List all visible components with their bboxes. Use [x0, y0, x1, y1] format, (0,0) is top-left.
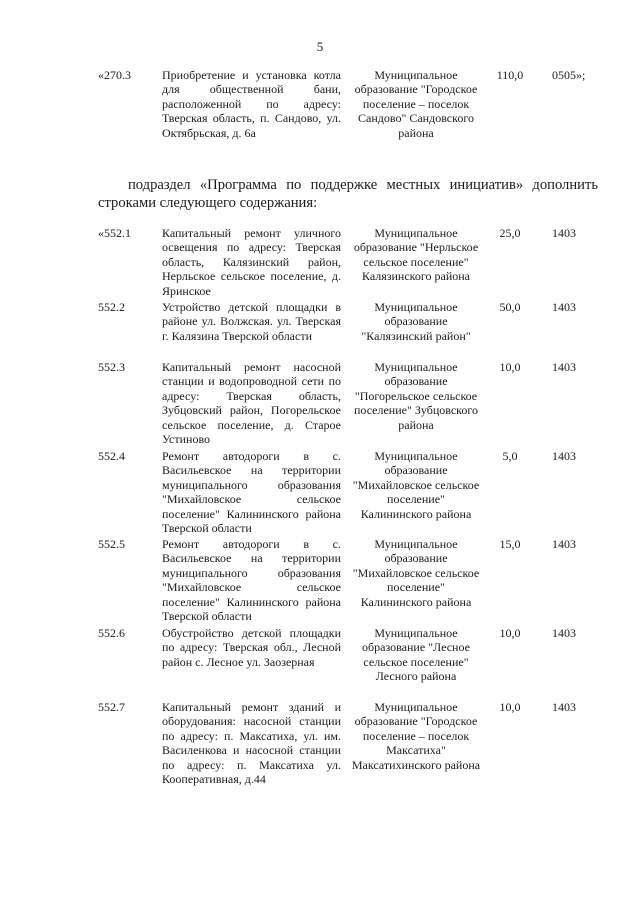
row-code: 1403	[552, 700, 576, 714]
row-code: 1403	[552, 626, 576, 640]
row-code: 1403	[552, 300, 576, 314]
page-number: 5	[316, 39, 324, 54]
row-organization: Муниципальное образование "Лесное сельское поселение" Лесного района	[362, 626, 470, 684]
row-number: 552.7	[98, 700, 125, 714]
row-description: Ремонт автодороги в с. Васильевское на территории муниципального образования "Михайловское сельское поселение" Калининского района Тверской области	[162, 537, 341, 624]
row-sum: 50,0	[499, 300, 521, 314]
row-organization: Муниципальное образование "Городское поселение – поселок Сандово" Сандовского района	[354, 68, 478, 140]
row-organization: Муниципальное образование "Калязинский район"	[361, 300, 471, 343]
row-organization: Муниципальное образование "Погорельское сельское поселение" Зубцовского района	[353, 360, 479, 432]
row-description: Капитальный ремонт уличного освещения по адресу: Тверская область, Калязинский район, Нерльское сельское поселение, д. Яринское	[162, 226, 341, 298]
row-sum: 110,0	[496, 68, 524, 82]
row-sum: 25,0	[499, 226, 521, 240]
row-number: 552.5	[98, 537, 125, 551]
row-sum: 10,0	[499, 700, 521, 714]
row-organization: Муниципальное образование "Михайловское сельское поселение" Калининского района	[352, 537, 480, 609]
row-number: 552.6	[98, 626, 125, 640]
row-organization: Муниципальное образование "Нерльское сельское поселение" Калязинского района	[353, 226, 479, 284]
row-organization: Муниципальное образование "Михайловское сельское поселение" Калининского района	[352, 449, 480, 521]
row-number: «552.1	[98, 226, 131, 240]
row-description: Приобретение и установка котла для общественной бани, расположенной по адресу: Тверская область, п. Сандово, ул. Октябрьская, д. 6а	[162, 68, 341, 140]
row-number: 552.3	[98, 360, 125, 374]
row-sum: 15,0	[499, 537, 521, 551]
row-sum: 10,0	[499, 626, 521, 640]
row-code: 1403	[552, 537, 576, 551]
row-sum: 5,0	[502, 449, 518, 463]
row-description: Обустройство детской площадки по адресу: Тверская обл., Лесной район с. Лесное ул. Заозерная	[162, 626, 341, 669]
row-number: «270.3	[98, 68, 131, 82]
row-sum: 10,0	[499, 360, 521, 374]
row-description: Капитальный ремонт зданий и оборудования: насосной станции по адресу: п. Максатиха, ул. им. Василенкова и насосной станции по адресу: п. Максатиха ул. Кооперативная, д.44	[162, 700, 341, 787]
row-number: 552.4	[98, 449, 125, 463]
row-code: 1403	[552, 360, 576, 374]
row-number: 552.2	[98, 300, 125, 314]
row-description: Капитальный ремонт насосной станции и водопроводной сети по адресу: Тверская область, Зубцовский район, Погорельское сельское поселение, д. Старое Устиново	[162, 360, 341, 447]
paragraph-line-1: подраздел «Программа по поддержке местных инициатив» дополнить	[128, 177, 598, 193]
row-code: 1403	[552, 449, 576, 463]
paragraph-line-2: строками следующего содержания:	[98, 195, 318, 211]
row-code: 0505»;	[552, 68, 586, 82]
row-code: 1403	[552, 226, 576, 240]
row-description: Устройство детской площадки в районе ул. Волжская. ул. Тверская г. Калязина Тверской области	[162, 300, 341, 343]
row-description: Ремонт автодороги в с. Васильевское на территории муниципального образования "Михайловское сельское поселение" Калининского района Тверской области	[162, 449, 341, 536]
row-organization: Муниципальное образование "Городское поселение – поселок Максатиха" Максатихинского района	[351, 700, 481, 772]
